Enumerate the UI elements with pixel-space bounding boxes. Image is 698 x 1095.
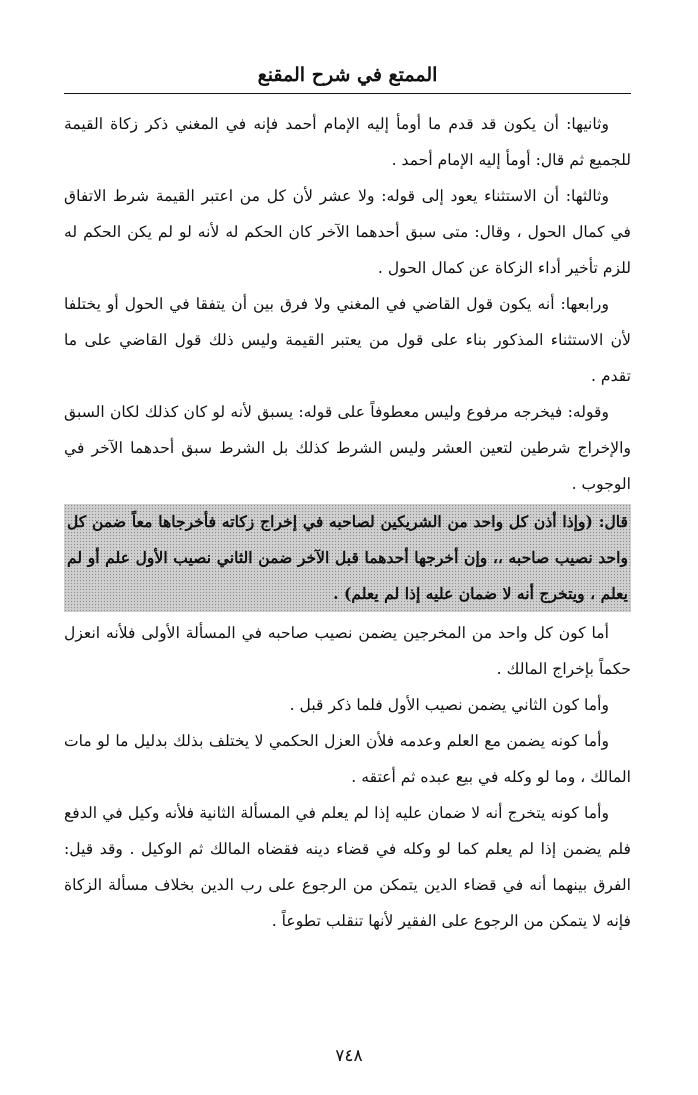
paragraph-knowledge (64, 723, 631, 795)
header-rule (64, 93, 631, 94)
paragraph-text: وقوله: فيخرجه مرفوع وليس معطوفاً على قوله: يسبق لأنه لو كان كذلك لكان السبق والإخراج شرطين لتعين العشر وليس الشرط كذلك بل الشرط سبق أحدهما الآخر في الوجوب . (64, 403, 631, 493)
paragraph-second-reason (64, 106, 631, 178)
paragraph-fourth-reason (64, 286, 631, 394)
paragraph-text: وثالثها: أن الاستثناء يعود إلى قوله: ولا عشر لأن كل من اعتبر القيمة شرط الاتفاق في كمال الحول ، وقال: متى سبق أحدهما الآخر كان الحكم له لأنه لو لم يكن الحكم له للزم تأخير أداء الزكاة عن كمال الحول . (64, 187, 631, 277)
paragraph-his-saying (64, 394, 631, 502)
highlighted-matn-quote: قال: (وإذا أذن كل واحد من الشريكين لصاحبه في إخراج زكاته فأخرجاها معاً ضمن كل واحد نصيب صاحبه ،، وإن أخرجها أحدهما قبل الآخر ضمن الثاني نصيب الأول علم أو لم يعلم ، ويتخرج أنه لا ضمان عليه إذا لم يعلم) . (64, 504, 631, 612)
paragraph-second-guarantee (64, 687, 631, 723)
paragraph-derivation (64, 795, 631, 939)
paragraph-third-reason (64, 178, 631, 286)
paragraph-text: وأما كونه يضمن مع العلم وعدمه فلأن العزل الحكمي لا يختلف بذلك بدليل ما لو مات المالك ، وما لو وكله في بيع عبده ثم أعتقه . (64, 732, 631, 786)
paragraph-text: وأما كونه يتخرج أنه لا ضمان عليه إذا لم يعلم في المسألة الثانية فلأنه وكيل في الدفع فلم يضمن إذا لم يعلم كما لو وكله في قضاء دينه فقضاه المالك ثم الوكيل . وقد قيل: الفرق بينهما أنه في قضاء الدين يتمكن من الرجوع على رب الدين بخلاف مسألة الزكاة فإنه لا يتمكن من الرجوع على الفقير لأنها تنقلب تطوعاً . (64, 804, 631, 930)
paragraph-text: وأما كون الثاني يضمن نصيب الأول فلما ذكر قبل . (289, 696, 609, 714)
paragraph-text: وثانيها: أن يكون قد قدم ما أومأ إليه الإمام أحمد فإنه في المغني ذكر زكاة القيمة للجميع ثم قال: أومأ إليه الإمام أحمد . (64, 115, 631, 169)
paragraph-text: ورابعها: أنه يكون قول القاضي في المغني ولا فرق بين أن يتفقا في الحول أو يختلفا لأن الاستثناء المذكور بناء على قول من يعتبر القيمة وليس ذلك قول القاضي على ما تقدم . (64, 295, 631, 385)
page-body (64, 106, 631, 939)
running-header-title: الممتع في شرح المقنع (257, 64, 438, 86)
paragraph-text: أما كون كل واحد من المخرجين يضمن نصيب صاحبه في المسألة الأولى فلأنه انعزل حكماً بإخراج المالك . (64, 624, 631, 678)
page-number: ٧٤٨ (335, 1046, 363, 1066)
paragraph-first-issue (64, 615, 631, 687)
